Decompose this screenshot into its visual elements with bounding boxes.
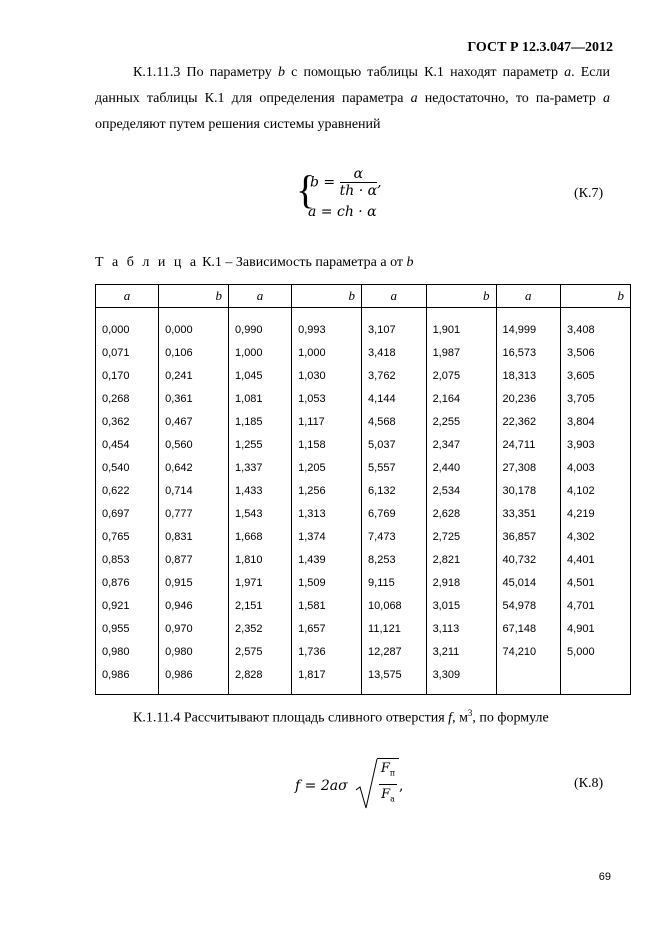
table-row — [96, 308, 631, 342]
table-cell: 40,732 — [496, 548, 561, 571]
table-row — [96, 594, 631, 617]
eq8-den-sub: а — [390, 794, 395, 804]
table-cell: 3,506 — [561, 341, 631, 364]
table-k-1 — [95, 284, 631, 695]
table-cell: 0,268 — [96, 387, 159, 410]
table-cell: 3,211 — [426, 640, 496, 663]
table-cell: 0,970 — [159, 617, 229, 640]
table-cell: 4,568 — [362, 410, 427, 433]
table-header-cell: b — [561, 285, 631, 308]
table-row — [96, 433, 631, 456]
table-cell: 0,000 — [159, 308, 229, 342]
table-cell: 0,170 — [96, 364, 159, 387]
table-cell: 4,144 — [362, 387, 427, 410]
table-cell: 0,697 — [96, 502, 159, 525]
table-cell: 0,467 — [159, 410, 229, 433]
table-cell: 18,313 — [496, 364, 561, 387]
table-cell: 1,313 — [292, 502, 362, 525]
table-cell: 0,560 — [159, 433, 229, 456]
table-cell: 0,106 — [159, 341, 229, 364]
table-cell: 3,705 — [561, 387, 631, 410]
caption-prefix: Т а б л и ц а — [95, 255, 199, 270]
table-cell: 1,000 — [292, 341, 362, 364]
table-cell: 0,540 — [96, 456, 159, 479]
table-cell: 4,701 — [561, 594, 631, 617]
table-cell: 2,347 — [426, 433, 496, 456]
table-cell: 4,901 — [561, 617, 631, 640]
table-cell: 1,205 — [292, 456, 362, 479]
table-cell: 0,071 — [96, 341, 159, 364]
table-cell: 0,877 — [159, 548, 229, 571]
eq8-fraction-bar — [379, 784, 397, 785]
document-standard-number: ГОСТ Р 12.3.047—2012 — [467, 40, 613, 55]
table-cell: 24,711 — [496, 433, 561, 456]
table-cell: 33,351 — [496, 502, 561, 525]
table-cell: 2,725 — [426, 525, 496, 548]
eq8-den-letter: F — [381, 787, 391, 802]
table-cell: 0,765 — [96, 525, 159, 548]
page-number: 69 — [598, 871, 611, 883]
table-cell: 0,990 — [229, 308, 292, 342]
table-header-cell: a — [496, 285, 561, 308]
table-cell: 6,132 — [362, 479, 427, 502]
table-header-cell: b — [292, 285, 362, 308]
table-cell: 2,918 — [426, 571, 496, 594]
table-cell: 1,581 — [292, 594, 362, 617]
table-row — [96, 640, 631, 663]
para2-text-2: , м — [452, 710, 468, 726]
table-cell: 5,557 — [362, 456, 427, 479]
table-cell: 3,762 — [362, 364, 427, 387]
eq8-num-letter: F — [380, 761, 390, 776]
table-cell: 2,628 — [426, 502, 496, 525]
table-cell: 1,509 — [292, 571, 362, 594]
eq8-num-sub: п — [389, 768, 396, 778]
table-cell: 1,374 — [292, 525, 362, 548]
table-cell: 2,164 — [426, 387, 496, 410]
equation-number-k-8: (К.8) — [574, 776, 604, 791]
table-cell: 1,901 — [426, 308, 496, 342]
table-cell: 0,241 — [159, 364, 229, 387]
table-cell: 1,337 — [229, 456, 292, 479]
table-cell: 1,053 — [292, 387, 362, 410]
eq7-fraction — [340, 166, 377, 199]
table-cell: 0,831 — [159, 525, 229, 548]
table-cell: 0,946 — [159, 594, 229, 617]
table-cell: 1,045 — [229, 364, 292, 387]
table-cell: 3,408 — [561, 308, 631, 342]
table-cell: 5,037 — [362, 433, 427, 456]
table-cell: 67,148 — [496, 617, 561, 640]
para1-var-a-2: a — [410, 91, 418, 106]
para1-text-3: . Если данных таблицы К.1 для определения параметра — [95, 65, 610, 106]
table-row — [96, 387, 631, 410]
table-cell: 1,543 — [229, 502, 292, 525]
table-cell: 74,210 — [496, 640, 561, 663]
table-row — [96, 456, 631, 479]
table-cell: 1,971 — [229, 571, 292, 594]
table-cell: 2,828 — [229, 663, 292, 695]
table-cell: 11,121 — [362, 617, 427, 640]
table-row — [96, 617, 631, 640]
eq8-numerator — [379, 761, 397, 778]
para2-text-1: К.1.11.4 Рассчитывают площадь сливного отверстия — [133, 710, 449, 726]
table-cell: 0,876 — [96, 571, 159, 594]
equation-brace: { — [296, 167, 316, 212]
table-cell: 3,605 — [561, 364, 631, 387]
table-cell: 1,000 — [229, 341, 292, 364]
eq8-denominator — [379, 787, 397, 804]
square-root-sign — [355, 758, 379, 810]
equation-line-1 — [310, 166, 382, 199]
table-cell: 5,000 — [561, 640, 631, 663]
table-cell: 0,980 — [159, 640, 229, 663]
table-cell: 3,418 — [362, 341, 427, 364]
table-cell: 3,107 — [362, 308, 427, 342]
table-row — [96, 341, 631, 364]
table-cell: 3,309 — [426, 663, 496, 695]
table-cell: 3,804 — [561, 410, 631, 433]
table-cell: 2,821 — [426, 548, 496, 571]
table-cell: 14,999 — [496, 308, 561, 342]
table-cell: 1,439 — [292, 548, 362, 571]
table-cell: 0,777 — [159, 502, 229, 525]
eq8-lhs: f = 2aσ — [295, 778, 348, 794]
para2-superscript: 3 — [467, 708, 473, 718]
table-cell: 10,068 — [362, 594, 427, 617]
table-cell: 1,433 — [229, 479, 292, 502]
table-cell: 20,236 — [496, 387, 561, 410]
table-cell: 27,308 — [496, 456, 561, 479]
table-cell: 2,075 — [426, 364, 496, 387]
table-cell: 0,853 — [96, 548, 159, 571]
para1-text-4: недостаточно, то па-раметр — [417, 91, 603, 106]
table-cell: 1,185 — [229, 410, 292, 433]
table-row — [96, 364, 631, 387]
eq7-denominator: th · α — [339, 183, 378, 199]
table-cell — [496, 663, 561, 695]
eq7-lhs: b = — [310, 174, 336, 191]
table-header-cell: b — [426, 285, 496, 308]
table-cell: 16,573 — [496, 341, 561, 364]
table-cell: 1,987 — [426, 341, 496, 364]
table-cell: 1,158 — [292, 433, 362, 456]
table-cell: 8,253 — [362, 548, 427, 571]
table-header-cell: a — [96, 285, 159, 308]
table-cell: 4,401 — [561, 548, 631, 571]
table-cell: 2,352 — [229, 617, 292, 640]
paragraph-k-1-11-4 — [95, 700, 610, 732]
table-cell: 1,810 — [229, 548, 292, 571]
table-caption — [95, 255, 414, 271]
table-cell: 1,256 — [292, 479, 362, 502]
table-cell: 1,657 — [292, 617, 362, 640]
table-cell: 0,361 — [159, 387, 229, 410]
equation-number-k-7: (К.7) — [574, 186, 604, 201]
para2-var-f: f — [448, 710, 453, 726]
para1-text-5: определяют путем решения системы уравнений — [95, 117, 381, 132]
table-cell: 9,115 — [362, 571, 427, 594]
para1-var-b: b — [277, 65, 285, 80]
table-cell: 4,102 — [561, 479, 631, 502]
table-row — [96, 525, 631, 548]
table-header-row — [96, 285, 631, 308]
table-cell: 0,986 — [159, 663, 229, 695]
table-cell: 6,769 — [362, 502, 427, 525]
table-cell: 0,000 — [96, 308, 159, 342]
table-cell: 0,454 — [96, 433, 159, 456]
table-cell: 0,714 — [159, 479, 229, 502]
table-cell: 4,219 — [561, 502, 631, 525]
table-cell: 3,903 — [561, 433, 631, 456]
table-cell: 2,151 — [229, 594, 292, 617]
para1-text-1: К.1.11.3 По параметру — [133, 65, 278, 80]
table-cell: 1,255 — [229, 433, 292, 456]
table-body — [96, 308, 631, 695]
table-cell — [561, 663, 631, 695]
table-cell: 12,287 — [362, 640, 427, 663]
table-cell: 1,081 — [229, 387, 292, 410]
table-row — [96, 571, 631, 594]
table-cell: 30,178 — [496, 479, 561, 502]
table-cell: 0,915 — [159, 571, 229, 594]
table-row — [96, 410, 631, 433]
table-cell: 1,736 — [292, 640, 362, 663]
table-cell: 1,030 — [292, 364, 362, 387]
table-cell: 0,921 — [96, 594, 159, 617]
para2-text-3: , по формуле — [472, 710, 549, 726]
table-cell: 0,642 — [159, 456, 229, 479]
table-cell: 0,980 — [96, 640, 159, 663]
table-cell: 3,015 — [426, 594, 496, 617]
table-header-cell: a — [362, 285, 427, 308]
para1-var-a: a — [564, 65, 572, 80]
table-cell: 54,978 — [496, 594, 561, 617]
table-cell: 22,362 — [496, 410, 561, 433]
table-cell: 2,534 — [426, 479, 496, 502]
eq7-numerator: α — [340, 166, 377, 183]
table-cell: 1,817 — [292, 663, 362, 695]
table-cell: 2,440 — [426, 456, 496, 479]
table-cell: 0,986 — [96, 663, 159, 695]
para1-var-a-3: a — [603, 91, 610, 106]
table-row — [96, 502, 631, 525]
table-cell: 7,473 — [362, 525, 427, 548]
table-cell: 13,575 — [362, 663, 427, 695]
table-header-cell: a — [229, 285, 292, 308]
table-cell: 2,575 — [229, 640, 292, 663]
table-cell: 4,003 — [561, 456, 631, 479]
para1-text-2: с помощью таблицы К.1 находят параметр — [284, 65, 565, 80]
caption-text: К.1 – Зависимость параметра а от — [198, 255, 407, 270]
eq8-comma: , — [399, 778, 404, 794]
table-header-cell: b — [159, 285, 229, 308]
table-cell: 0,622 — [96, 479, 159, 502]
table-cell: 0,955 — [96, 617, 159, 640]
table-cell: 1,668 — [229, 525, 292, 548]
table-cell: 4,302 — [561, 525, 631, 548]
table-cell: 45,014 — [496, 571, 561, 594]
table-cell: 2,255 — [426, 410, 496, 433]
eq7-comma: , — [377, 174, 382, 191]
table-row — [96, 548, 631, 571]
caption-var: b — [406, 255, 414, 270]
table-cell: 1,117 — [292, 410, 362, 433]
table-cell: 0,362 — [96, 410, 159, 433]
table-row — [96, 479, 631, 502]
table-cell: 3,113 — [426, 617, 496, 640]
table-cell: 0,993 — [292, 308, 362, 342]
table-cell: 36,857 — [496, 525, 561, 548]
equation-line-2: a = ch · α — [308, 204, 377, 220]
paragraph-k-1-11-3 — [95, 60, 610, 138]
table-cell: 4,501 — [561, 571, 631, 594]
root-overline — [377, 758, 399, 759]
table-row — [96, 663, 631, 695]
